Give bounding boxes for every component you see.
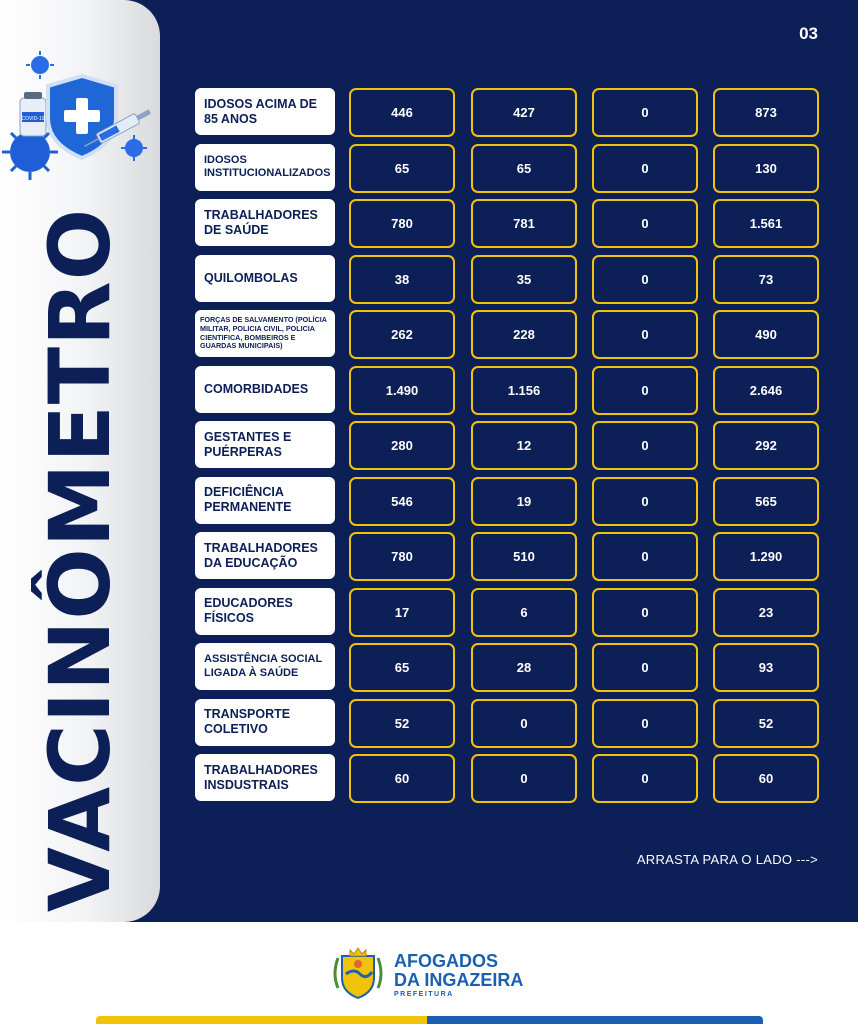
vaccine-illustration bbox=[0, 40, 160, 190]
vaccine-vial-icon bbox=[20, 92, 46, 136]
row-label: ASSISTÊNCIA SOCIAL LIGADA À SAÚDE bbox=[195, 643, 335, 690]
side-banner bbox=[0, 0, 160, 922]
value-cell: 1.156 bbox=[471, 366, 577, 415]
value-cell: 0 bbox=[471, 699, 577, 748]
value-cell: 1.290 bbox=[713, 532, 819, 581]
vertical-title: VACINÔMETRO bbox=[31, 207, 129, 913]
value-cell: 28 bbox=[471, 643, 577, 692]
row-label: EDUCADORES FÍSICOS bbox=[195, 588, 335, 635]
value-cell: 873 bbox=[713, 88, 819, 137]
value-cell: 565 bbox=[713, 477, 819, 526]
value-cell: 19 bbox=[471, 477, 577, 526]
value-cell: 0 bbox=[592, 699, 698, 748]
value-cell: 0 bbox=[592, 199, 698, 248]
row-label: COMORBIDADES bbox=[195, 366, 335, 413]
row-label: DEFICIÊNCIA PERMANENTE bbox=[195, 477, 335, 524]
value-cell: 0 bbox=[592, 310, 698, 359]
row-label: FORÇAS DE SALVAMENTO (POLÍCIA MILITAR, POLICIA CIVIL, POLICIA CIENTIFICA, BOMBEIROS E GUARDAS MUNICIPAIS) bbox=[195, 310, 335, 357]
value-cell: 12 bbox=[471, 421, 577, 470]
value-cell: 780 bbox=[349, 532, 455, 581]
value-cell: 490 bbox=[713, 310, 819, 359]
value-cell: 0 bbox=[592, 477, 698, 526]
row-label: TRABALHADORES DE SAÚDE bbox=[195, 199, 335, 246]
value-cell: 1.561 bbox=[713, 199, 819, 248]
value-cell: 292 bbox=[713, 421, 819, 470]
value-cell: 65 bbox=[349, 643, 455, 692]
value-cell: 60 bbox=[713, 754, 819, 803]
row-label: TRABALHADORES INSDUSTRAIS bbox=[195, 754, 335, 801]
row-label: TRABALHADORES DA EDUCAÇÃO bbox=[195, 532, 335, 579]
footer-bar-yellow bbox=[96, 1016, 427, 1024]
value-cell: 130 bbox=[713, 144, 819, 193]
value-cell: 0 bbox=[592, 255, 698, 304]
value-cell: 38 bbox=[349, 255, 455, 304]
row-label: QUILOMBOLAS bbox=[195, 255, 335, 302]
row-label: IDOSOS INSTITUCIONALIZADOS bbox=[195, 144, 335, 191]
virus-icon bbox=[26, 51, 54, 79]
city-name bbox=[394, 952, 523, 990]
value-cell: 73 bbox=[713, 255, 819, 304]
value-cell: 93 bbox=[713, 643, 819, 692]
value-cell: 262 bbox=[349, 310, 455, 359]
value-cell: 23 bbox=[713, 588, 819, 637]
value-cell: 427 bbox=[471, 88, 577, 137]
city-crest-icon bbox=[330, 944, 386, 1002]
swipe-hint[interactable]: ARRASTA PARA O LADO ---> bbox=[636, 852, 818, 867]
value-cell: 52 bbox=[349, 699, 455, 748]
value-cell: 510 bbox=[471, 532, 577, 581]
value-cell: 228 bbox=[471, 310, 577, 359]
row-label: IDOSOS ACIMA DE 85 ANOS bbox=[195, 88, 335, 135]
value-cell: 60 bbox=[349, 754, 455, 803]
value-cell: 52 bbox=[713, 699, 819, 748]
row-label: GESTANTES E PUÉRPERAS bbox=[195, 421, 335, 468]
page-number: 03 bbox=[799, 24, 818, 43]
row-label: TRANSPORTE COLETIVO bbox=[195, 699, 335, 746]
svg-text:COVID-19: COVID-19 bbox=[21, 116, 45, 122]
value-cell: 6 bbox=[471, 588, 577, 637]
city-name-line1: AFOGADOS bbox=[394, 951, 499, 971]
value-cell: 35 bbox=[471, 255, 577, 304]
value-cell: 0 bbox=[592, 366, 698, 415]
value-cell: 0 bbox=[592, 421, 698, 470]
value-cell: 1.490 bbox=[349, 366, 455, 415]
city-name-line2: DA INGAZEIRA bbox=[394, 969, 524, 990]
value-cell: 780 bbox=[349, 199, 455, 248]
value-cell: 0 bbox=[592, 588, 698, 637]
value-cell: 0 bbox=[592, 643, 698, 692]
shield-plus-icon bbox=[48, 76, 116, 158]
value-cell: 65 bbox=[349, 144, 455, 193]
value-cell: 446 bbox=[349, 88, 455, 137]
value-cell: 781 bbox=[471, 199, 577, 248]
value-cell: 0 bbox=[592, 144, 698, 193]
value-cell: 280 bbox=[349, 421, 455, 470]
value-cell: 0 bbox=[592, 532, 698, 581]
value-cell: 0 bbox=[592, 88, 698, 137]
value-cell: 2.646 bbox=[713, 366, 819, 415]
city-subtitle: PREFEITURA bbox=[394, 991, 454, 998]
footer-bar-blue bbox=[427, 1016, 763, 1024]
virus-icon bbox=[121, 135, 147, 161]
value-cell: 0 bbox=[471, 754, 577, 803]
value-cell: 0 bbox=[592, 754, 698, 803]
value-cell: 546 bbox=[349, 477, 455, 526]
value-cell: 65 bbox=[471, 144, 577, 193]
value-cell: 17 bbox=[349, 588, 455, 637]
